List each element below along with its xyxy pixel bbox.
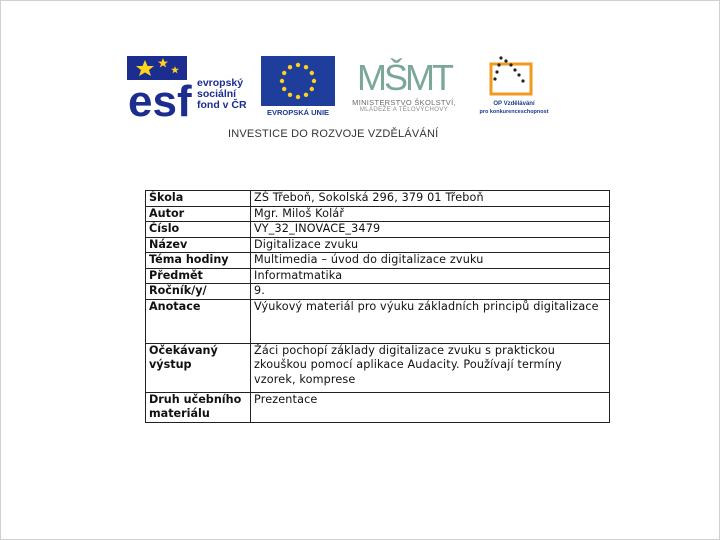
op-line-1: OP Vzdělávání xyxy=(493,101,535,107)
row-value: Žáci pochopí základy digitalizace zvuku s praktickou zkouškou pomocí aplikace Audacity. Používají termíny vzorek, komprese xyxy=(251,343,610,392)
row-value: ZŠ Třeboň, Sokolská 296, 379 01 Třeboň xyxy=(251,191,610,207)
row-value: Digitalizace zvuku xyxy=(251,237,610,253)
row-key: Téma hodiny xyxy=(146,253,251,269)
op-mark-icon xyxy=(471,56,557,100)
esf-line-1: evropský xyxy=(197,77,244,89)
tagline: INVESTICE DO ROZVOJE VZDĚLÁVÁNÍ xyxy=(228,128,439,140)
row-value: Prezentace xyxy=(251,392,610,422)
op-logo xyxy=(471,56,557,118)
op-line-2: pro konkurenceschopnost xyxy=(479,109,549,115)
row-key: Číslo xyxy=(146,222,251,238)
row-value: 9. xyxy=(251,284,610,300)
table-row xyxy=(146,237,610,253)
row-key: Ročník/y/ xyxy=(146,284,251,300)
table-row xyxy=(146,222,610,238)
eu-flag-icon xyxy=(261,56,335,106)
row-key: Očekávaný výstup xyxy=(146,343,251,392)
esf-caption xyxy=(197,78,247,111)
esf-logo xyxy=(127,56,252,118)
row-value: Výukový materiál pro výuku základních principů digitalizace xyxy=(251,299,610,343)
row-value: Mgr. Miloš Kolář xyxy=(251,206,610,222)
row-key: Anotace xyxy=(146,299,251,343)
eu-label: EVROPSKÁ UNIE xyxy=(266,108,330,117)
esf-wordmark: esf xyxy=(128,77,192,118)
row-key: Název xyxy=(146,237,251,253)
table-row xyxy=(146,343,610,392)
table-row xyxy=(146,392,610,422)
table-row xyxy=(146,253,610,269)
msmt-line-2: MLÁDEŽE A TĚLOVÝCHOVY xyxy=(359,107,449,113)
row-value: Multimedia – úvod do digitalizace zvuku xyxy=(251,253,610,269)
table-row xyxy=(146,284,610,300)
row-key: Autor xyxy=(146,206,251,222)
table-row xyxy=(146,299,610,343)
esf-line-3: fond v ČR xyxy=(197,99,247,111)
table-row xyxy=(146,268,610,284)
row-value: Informatmatika xyxy=(251,268,610,284)
row-key: Předmět xyxy=(146,268,251,284)
metadata-table xyxy=(145,190,610,423)
msmt-mark xyxy=(339,56,469,96)
row-value: VY_32_INOVACE_3479 xyxy=(251,222,610,238)
logo-strip xyxy=(127,56,557,120)
msmt-logo xyxy=(339,56,469,118)
table-row xyxy=(146,191,610,207)
eu-logo xyxy=(261,56,335,118)
esf-line-2: sociální xyxy=(197,88,237,100)
msmt-wordmark: MŠMT xyxy=(357,57,451,96)
row-key: Škola xyxy=(146,191,251,207)
row-key: Druh učebního materiálu xyxy=(146,392,251,422)
table-row xyxy=(146,206,610,222)
msmt-line-1: MINISTERSTVO ŠKOLSTVÍ, xyxy=(352,98,456,107)
